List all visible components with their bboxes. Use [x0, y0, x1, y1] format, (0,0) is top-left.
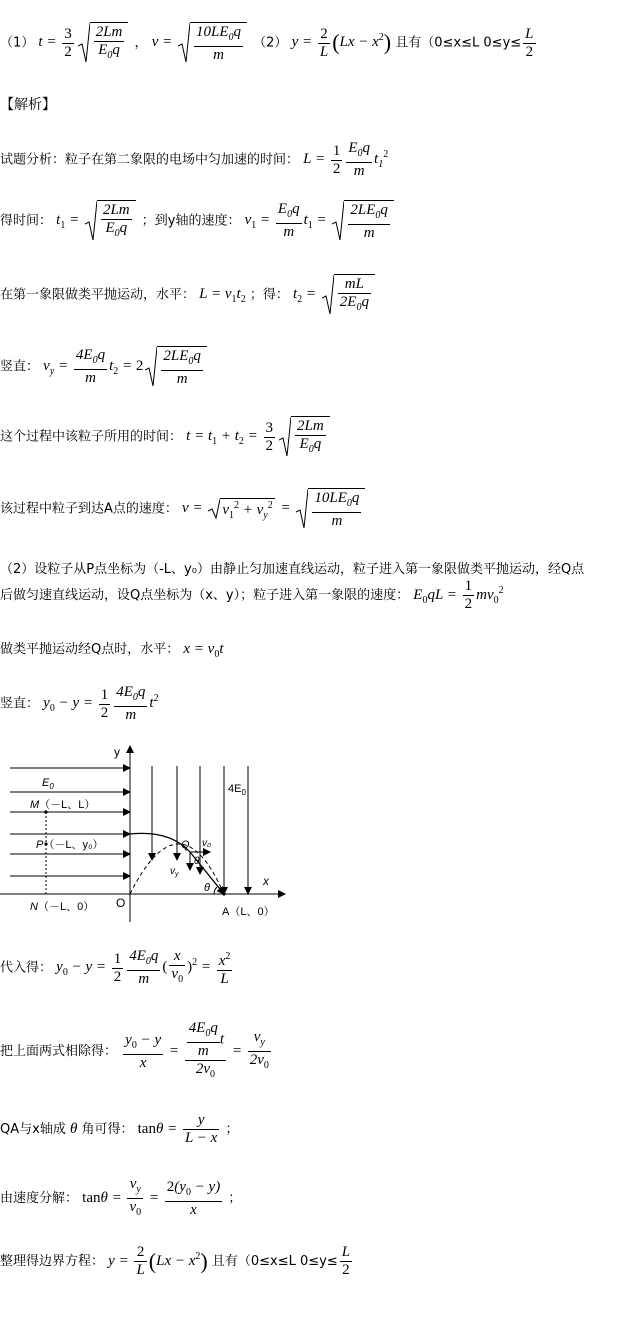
step-13-formula: tanθ = $\frac{v_y}{v_0}$ = $\frac{2(y_0 - y)}{x}$	[82, 1176, 221, 1218]
answer-line	[0, 22, 538, 64]
step-7b	[0, 578, 504, 613]
step-10	[0, 948, 234, 988]
step-1-text: 试题分析：粒子在第二象限的电场中匀加速的时间：	[0, 152, 300, 168]
step-4	[0, 346, 209, 388]
step-6	[0, 488, 367, 530]
step-7a: （2）设粒子从P点坐标为（-L、y₀）由静止匀加速直线运动，粒子进入第一象限做类平抛运动，经Q点	[0, 562, 585, 577]
label-q: Q	[181, 839, 190, 851]
step-5-text: 这个过程中该粒子所用的时间：	[0, 429, 183, 445]
step-10-formula: $y_0 - y$ = $\frac{1}{2}$ $\frac{4E_0q}{m}$ ( $\frac{x}{v_0}$ )$^2$ = $\frac{x^2}{L}$	[56, 948, 231, 987]
step-5-formula: $t = t_1 + t_2$ = $\frac{3}{2}$ $\frac{2Lm}{E_0q}$	[186, 428, 332, 444]
step-2-text-a: 得时间：	[0, 213, 53, 229]
step-8-text: 做类平抛运动经Q点时，水平：	[0, 642, 180, 657]
label-n: N（－L、0）	[30, 901, 95, 913]
step-3	[0, 274, 377, 316]
step-12-text-a: QA与x轴成	[0, 1121, 66, 1137]
label-a: A（L、0）	[222, 906, 275, 918]
theta-arc	[214, 887, 217, 894]
step-12	[0, 1112, 238, 1147]
step-3-text-b: ；得：	[249, 287, 289, 303]
step-8	[0, 638, 223, 660]
step-2-formula-a: $t_1$ = $\frac{2Lm}{E_0q}$	[56, 212, 137, 228]
step-2-text-b: ；到y轴的速度：	[141, 213, 241, 229]
step-12-text-c: ；	[225, 1121, 239, 1137]
step-9-text: 竖直：	[0, 696, 40, 712]
step-7b-formula: $E_0qL$ = $\frac{1}{2}$ $mv_0^2$	[413, 578, 504, 612]
label-theta-a: θ	[204, 882, 210, 894]
field-diagram	[0, 742, 290, 927]
answer-sep: ，	[134, 35, 148, 51]
step-2	[0, 200, 396, 242]
step-6-text: 该过程中粒子到达A点的速度：	[0, 501, 178, 517]
step-12-formula: tanθ = $\frac{y}{L - x}$	[137, 1112, 218, 1146]
x-axis-label: x	[263, 874, 269, 888]
label-p: P（－L、y₀）	[36, 839, 104, 851]
step-9-formula: $y_0 - y$ = $\frac{1}{2}$ $\frac{4E_0q}{m}$ $t^2$	[43, 684, 159, 723]
analysis-heading: 【解析】	[0, 97, 56, 113]
label-vy: $v_y$	[170, 866, 179, 878]
step-14-text-a: 整理得边界方程：	[0, 1253, 105, 1269]
answer-part2-label: （2）	[253, 35, 288, 51]
step-2-formula-b: $v_1$ = $\frac{E_0q}{m}$ $t_1$ = $\frac{2LE_0q}{m}$	[245, 212, 396, 228]
step-13	[0, 1176, 241, 1221]
answer-range-frac: $\frac{L}{2}$	[525, 25, 534, 60]
answer-tail: 且有	[395, 35, 422, 51]
step-11-text: 把上面两式相除得：	[0, 1043, 118, 1059]
answer-velocity-formula: v = $\frac{10LE_0q}{m}$	[152, 34, 249, 50]
answer-boundary-formula: y = $\frac{2}{L}$ $(Lx - x^2)$	[291, 25, 392, 60]
e4-label: $4E_0$	[228, 783, 246, 797]
step-1	[0, 140, 388, 180]
y-axis-label: y	[114, 745, 120, 759]
step-14-text-c: （0≤x≤L 0≤y≤	[237, 1253, 338, 1269]
step-10-text: 代入得：	[0, 960, 53, 976]
step-5	[0, 416, 332, 458]
label-m: M（－L、L）	[30, 799, 96, 811]
step-1-formula: L = $\frac{1}{2}$ $\frac{E_0q}{m}$ $t_1^2$	[303, 140, 389, 179]
step-3-text-a: 在第一象限做类平抛运动，水平：	[0, 287, 196, 303]
step-4-formula: $v_y$ = $\frac{4E_0q}{m}$ $t_2 = 2$ $\frac{2LE_0q}{m}$	[43, 358, 209, 374]
step-14-text-b: 且有	[211, 1253, 238, 1269]
label-theta-q: θ	[194, 856, 200, 867]
e0-label: $E_0$	[42, 777, 54, 791]
step-11-formula: $\frac{y_0 - y}{x}$ = $\frac{4E_0q}{m}$ t $2v_0$ = $\frac{v_y}{2v_0}$	[125, 1020, 269, 1080]
step-4-text: 竖直：	[0, 359, 40, 375]
origin-label: O	[116, 896, 126, 910]
answer-range: （0≤x≤L 0≤y≤	[421, 35, 522, 51]
step-14-formula: y = $\frac{2}{L}$ $(Lx - x^2)$	[108, 1244, 208, 1278]
step-3-formula-b: $t_2$ = $\frac{mL}{2E_0q}$	[293, 286, 377, 302]
point-a	[222, 892, 225, 895]
step-13-text-a: 由速度分解：	[0, 1190, 79, 1206]
step-6-formula: v = $v_1^2 + v_y^2$ = $\frac{10LE_0q}{m}$	[182, 500, 367, 516]
answer-part1-label: （1）	[0, 35, 35, 51]
step-13-text-b: ；	[228, 1190, 242, 1206]
answer-time-formula: t = $\frac{3}{2}$ $\frac{2Lm}{E_0q}$	[38, 34, 130, 50]
step-12-theta: θ	[69, 1120, 78, 1137]
step-14	[0, 1244, 354, 1279]
step-9	[0, 684, 159, 724]
e0-field-arrows	[10, 768, 130, 876]
step-7b-text: 后做匀速直线运动，设Q点坐标为（x、y）；粒子进入第一象限的速度：	[0, 587, 410, 603]
step-11	[0, 1020, 273, 1083]
step-12-text-b: 角可得：	[81, 1121, 134, 1137]
step-3-formula-a: $L = v_1t_2$	[199, 286, 246, 306]
step-14-range-frac: $\frac{L}{2}$	[341, 1244, 351, 1278]
step-8-formula: $x = v_0t$	[183, 641, 224, 660]
label-v0: v₀	[202, 838, 212, 849]
